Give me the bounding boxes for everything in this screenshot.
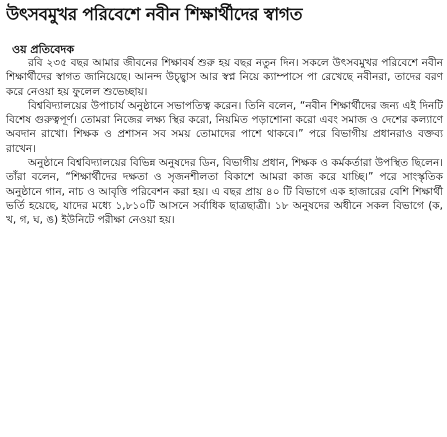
article-paragraph: বিশ্ববিদ্যালয়ের উপাচার্য অনুষ্ঠানে সভাপতিত্ব করেন। তিনি বলেন, “নবীন শিক্ষার্থীদের জন্য এই দিনটি বিশেষ গুরুত্বপূর্ণ। তোমরা নিজের লক্ষ্য স্থির করো, নিয়মিত পড়াশোনা করো এবং সমাজ ও দেশের কল্যাণে অবদান রাখো। শিক্ষক ও প্রশাসন সব সময় তোমাদের পাশে থাকবে।” পরে বিভাগীয় প্রধানরাও বক্তব্য রাখেন। bbox=[6, 99, 443, 155]
article-body bbox=[6, 56, 443, 228]
article-paragraph: অনুষ্ঠানে বিশ্ববিদ্যালয়ের বিভিন্ন অনুষদের ডিন, বিভাগীয় প্রধান, শিক্ষক ও কর্মকর্তারা উপস্থিত ছিলেন। তাঁরা বলেন, “শিক্ষার্থীদের দক্ষতা ও সৃজনশীলতা বিকাশে আমরা কাজ করে যাচ্ছি।” পরে সাংস্কৃতিক অনুষ্ঠানে গান, নাচ ও আবৃত্তি পরিবেশন করা হয়। এ বছর প্রায় ৪০ টি বিভাগে এক হাজারের বেশি শিক্ষার্থী ভর্তি হয়েছে, যাদের মধ্যে ১,৮১০টি আসনে সর্বাধিক ছাত্রছাত্রী। ১৮ অনুষদের অধীনে সকল বিভাগে (ক, খ, গ, ঘ, ঙ) ইউনিটে পরীক্ষা নেওয়া হয়। bbox=[6, 157, 443, 227]
article-byline: ওয় প্রতিবেদক bbox=[12, 43, 75, 56]
article-paragraph: রবি ২৩৫ বছর আমার জীবনের শিক্ষাবর্ষ শুরু হয় বছর নতুন দিন। সকলে উৎসবমুখর পরিবেশে নবীন শিক্ষার্থীদের স্বাগত জানিয়েছে। আনন্দ উচ্ছ্বাস আর স্বপ্ন নিয়ে ক্যাম্পাসে পা রেখেছে নবীনরা, তাদের বরণ করে নেওয়া হয় ফুলেল শুভেচ্ছায়। bbox=[6, 57, 443, 98]
article-headline: উৎসবমুখর পরিবেশে নবীন শিক্ষার্থীদের স্বাগত bbox=[6, 5, 303, 25]
